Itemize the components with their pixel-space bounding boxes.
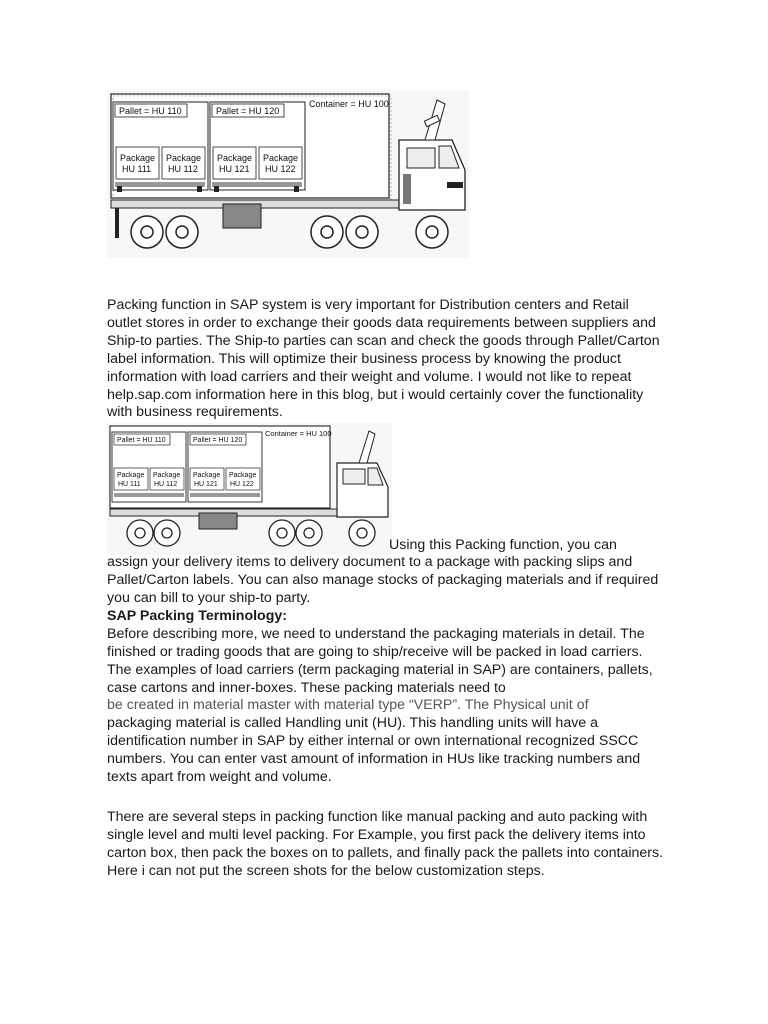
package-label: Package (229, 472, 257, 479)
package-label: Package (120, 153, 156, 163)
package-id: HU 111 (122, 164, 152, 174)
pallet-label: Pallet = HU 120 (216, 106, 280, 116)
paragraph-intro: Packing function in SAP system is very important for Distribution centers and Retail outlet stores in order to exchange their goods data requirements between suppliers and Ship-to parties. The Ship-to parties can scan and check the goods through Pallet/Carton label information. This will optimize their business process by knowing the product information with load carriers and their weight and volume. I would not like to repeat help.sap.com information here in this blog, but i would certainly cover the functionality with business requirements. (107, 297, 660, 421)
pallet-label: Pallet = HU 110 (117, 437, 166, 444)
truck-diagram-2 (107, 423, 392, 555)
package-id: HU 122 (230, 481, 254, 488)
paragraph-terminology-c: packaging material is called Handling unit (HU). This handling units will have a identification number in SAP by either internal or own international recognized SSCC numbers. You can enter vast amount of information in HUs like tracking numbers and texts apart from weight and volume. (107, 715, 641, 785)
package-label: Package (153, 472, 181, 479)
package-label: Package (263, 153, 299, 163)
package-id: HU 122 (265, 164, 296, 174)
paragraph-terminology-b: be created in material master with material type “VERP”. The Physical unit of (107, 697, 589, 713)
paragraph-steps: There are several steps in packing function like manual packing and auto packing with single level and multi level packing. For Example, you first pack the delivery items into carton box, then pack the boxes on to pallets, and finally pack the pallets into containers. Here i can not put the screen shots for the below customization steps. (107, 809, 664, 879)
fuel-tank (223, 204, 261, 228)
container-label: Container = HU 100 (309, 99, 389, 109)
package-id: HU 111 (118, 481, 141, 488)
paragraph-usage: assign your delivery items to delivery document to a package with packing slips and Pallet/Carton labels. You can also manage stocks of packaging materials and if required you can bill to your ship-to party. (107, 554, 659, 606)
container-label: Container = HU 100 (265, 429, 332, 438)
package-id: HU 112 (154, 481, 178, 488)
pallet-label: Pallet = HU 120 (193, 437, 243, 444)
package-label: Package (193, 472, 221, 479)
fuel-tank (199, 513, 237, 529)
package-label: Package (117, 472, 145, 479)
package-label: Package (217, 153, 253, 163)
paragraph-terminology-a: Before describing more, we need to understand the packaging materials in detail. The finished or trading goods that are going to ship/receive will be packed in load carriers. The examples of load carriers (term packaging material in SAP) are containers, pallets, case cartons and inner-boxes. These packing materials need to (107, 626, 653, 696)
package-id: HU 121 (194, 481, 218, 488)
paragraph-usage-start: Using this Packing function, you can (389, 537, 617, 553)
package-id: HU 121 (219, 164, 250, 174)
pallet-label: Pallet = HU 110 (119, 106, 182, 116)
truck-diagram-1 (107, 90, 469, 258)
package-id: HU 112 (168, 164, 198, 174)
package-label: Package (166, 153, 202, 163)
section-heading: SAP Packing Terminology: (107, 608, 288, 624)
